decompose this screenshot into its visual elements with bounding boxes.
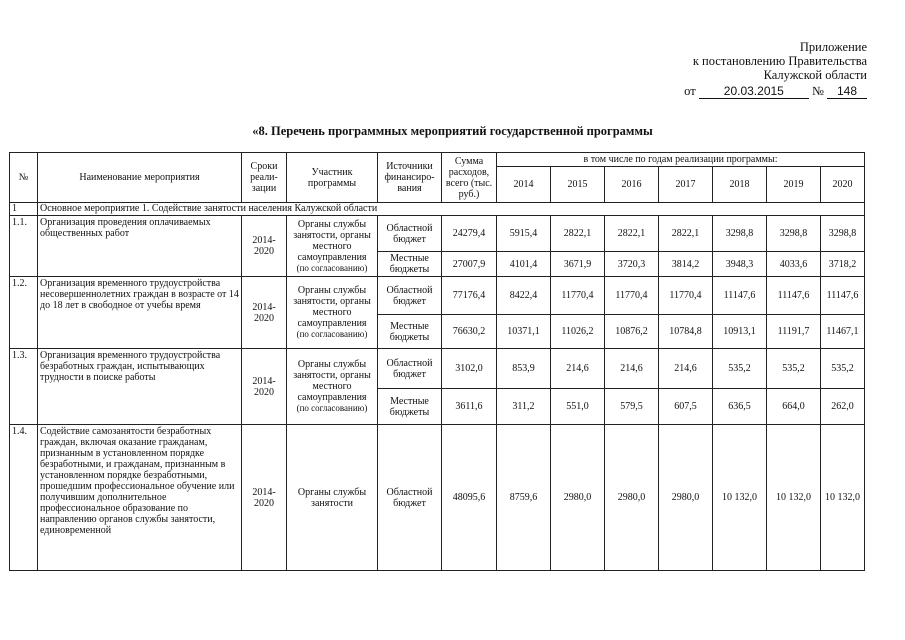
row-year-value: 11147,6 <box>767 277 821 315</box>
row-sum: 3611,6 <box>442 389 497 425</box>
row-year-value: 262,0 <box>821 389 865 425</box>
header-term: Сроки реали-зации <box>242 153 287 203</box>
row-participant <box>287 216 378 277</box>
row-term: 2014-2020 <box>242 425 287 571</box>
row-year-value: 551,0 <box>551 389 605 425</box>
row-year-value: 3298,8 <box>713 216 767 252</box>
header-name: Наименование мероприятия <box>38 153 242 203</box>
row-year-value: 535,2 <box>713 349 767 389</box>
row-year-value: 535,2 <box>821 349 865 389</box>
row-year-value: 3718,2 <box>821 252 865 277</box>
row-year-value: 2822,1 <box>551 216 605 252</box>
row-year-value: 214,6 <box>659 349 713 389</box>
row-year-value: 11147,6 <box>713 277 767 315</box>
row-year-value: 3298,8 <box>767 216 821 252</box>
table-row <box>10 277 865 315</box>
row-year-value: 214,6 <box>605 349 659 389</box>
section-title: Основное мероприятие 1. Содействие занятости населения Калужской области <box>38 203 865 216</box>
appendix-line3: Калужской области <box>763 68 867 82</box>
row-sum: 27007,9 <box>442 252 497 277</box>
table-row <box>10 349 865 389</box>
number-prefix: № <box>811 84 824 98</box>
row-year-value: 11026,2 <box>551 315 605 349</box>
participant-text: Органы службы занятости, органы местного самоуправления <box>293 359 371 403</box>
appendix-number: 148 <box>827 85 867 99</box>
program-table <box>9 152 865 571</box>
row-year-value: 5915,4 <box>497 216 551 252</box>
row-sum: 24279,4 <box>442 216 497 252</box>
row-num: 1.4. <box>10 425 38 571</box>
appendix-block <box>684 40 867 99</box>
row-year-value: 607,5 <box>659 389 713 425</box>
row-year-value: 10 132,0 <box>821 425 865 571</box>
row-year-value: 664,0 <box>767 389 821 425</box>
date-prefix: от <box>684 84 696 98</box>
row-name: Организация временного трудоустройства безработных граждан, испытывающих трудности в поиске работы <box>38 349 242 425</box>
row-year-value: 11467,1 <box>821 315 865 349</box>
header-year: 2016 <box>605 167 659 203</box>
row-year-value: 10371,1 <box>497 315 551 349</box>
header-year: 2015 <box>551 167 605 203</box>
row-sum: 76630,2 <box>442 315 497 349</box>
row-participant <box>287 277 378 349</box>
row-sum: 48095,6 <box>442 425 497 571</box>
page-title: «8. Перечень программных мероприятий государственной программы <box>252 124 653 138</box>
appendix-line2: к постановлению Правительства <box>692 54 867 68</box>
header-year: 2020 <box>821 167 865 203</box>
row-year-value: 214,6 <box>551 349 605 389</box>
row-year-value: 8759,6 <box>497 425 551 571</box>
row-year-value: 2980,0 <box>659 425 713 571</box>
section-num: 1 <box>10 203 38 216</box>
participant-text: Органы службы занятости, органы местного самоуправления <box>293 285 371 329</box>
row-year-value: 11147,6 <box>821 277 865 315</box>
row-year-value: 11770,4 <box>659 277 713 315</box>
row-year-value: 3720,3 <box>605 252 659 277</box>
header-year: 2014 <box>497 167 551 203</box>
participant-note: (по согласованию) <box>296 329 368 339</box>
row-year-value: 10784,8 <box>659 315 713 349</box>
row-term: 2014-2020 <box>242 277 287 349</box>
row-year-value: 311,2 <box>497 389 551 425</box>
appendix-date-line <box>684 84 867 99</box>
row-num: 1.3. <box>10 349 38 425</box>
row-year-value: 3298,8 <box>821 216 865 252</box>
row-term: 2014-2020 <box>242 349 287 425</box>
row-source: Местные бюджеты <box>378 389 442 425</box>
header-year: 2017 <box>659 167 713 203</box>
row-name: Организация временного трудоустройства несовершеннолетних граждан в возрасте от 14 до 18 лет в свободное от учебы время <box>38 277 242 349</box>
row-source: Областной бюджет <box>378 216 442 252</box>
row-year-value: 3814,2 <box>659 252 713 277</box>
row-year-value: 11191,7 <box>767 315 821 349</box>
row-source: Местные бюджеты <box>378 315 442 349</box>
header-year: 2018 <box>713 167 767 203</box>
row-year-value: 2822,1 <box>659 216 713 252</box>
row-num: 1.1. <box>10 216 38 277</box>
table-row <box>10 425 865 571</box>
header-by-years: в том числе по годам реализации программы: <box>497 153 865 167</box>
row-year-value: 3671,9 <box>551 252 605 277</box>
row-num: 1.2. <box>10 277 38 349</box>
row-sum: 77176,4 <box>442 277 497 315</box>
row-year-value: 11770,4 <box>551 277 605 315</box>
header-num: № <box>10 153 38 203</box>
participant-text: Органы службы занятости, органы местного самоуправления <box>293 218 371 263</box>
row-year-value: 636,5 <box>713 389 767 425</box>
header-participant: Участник программы <box>287 153 378 203</box>
participant-note: (по согласованию) <box>296 262 368 273</box>
row-year-value: 11770,4 <box>605 277 659 315</box>
row-year-value: 4101,4 <box>497 252 551 277</box>
row-year-value: 10876,2 <box>605 315 659 349</box>
row-term: 2014-2020 <box>242 216 287 277</box>
row-sum: 3102,0 <box>442 349 497 389</box>
section-row <box>10 203 865 216</box>
row-year-value: 10913,1 <box>713 315 767 349</box>
row-year-value: 2822,1 <box>605 216 659 252</box>
row-source: Областной бюджет <box>378 277 442 315</box>
row-name: Организация проведения оплачиваемых общественных работ <box>38 216 242 277</box>
row-year-value: 2980,0 <box>605 425 659 571</box>
appendix-line1: Приложение <box>799 40 867 54</box>
header-source: Источники финансиро-вания <box>378 153 442 203</box>
row-year-value: 579,5 <box>605 389 659 425</box>
row-source: Областной бюджет <box>378 349 442 389</box>
header-year: 2019 <box>767 167 821 203</box>
row-year-value: 2980,0 <box>551 425 605 571</box>
row-year-value: 535,2 <box>767 349 821 389</box>
row-source: Областной бюджет <box>378 425 442 571</box>
row-year-value: 8422,4 <box>497 277 551 315</box>
row-year-value: 3948,3 <box>713 252 767 277</box>
row-name: Содействие самозанятости безработных граждан, включая оказание гражданам, признанным в установленном порядке безработными, и гражданам, признанным в установленном порядке безработными, прошедшим профессиональное обучение или получившим дополнительное профессиональное образование по направлению органов службы занятости, единовременной <box>38 425 242 571</box>
row-year-value: 853,9 <box>497 349 551 389</box>
row-year-value: 10 132,0 <box>767 425 821 571</box>
row-year-value: 4033,6 <box>767 252 821 277</box>
header-sum: Сумма расходов, всего (тыс. руб.) <box>442 153 497 203</box>
table-row <box>10 216 865 252</box>
participant-note: (по согласованию) <box>296 403 368 413</box>
row-participant <box>287 349 378 425</box>
row-source: Местные бюджеты <box>378 252 442 277</box>
row-participant: Органы службы занятости <box>287 425 378 571</box>
row-year-value: 10 132,0 <box>713 425 767 571</box>
appendix-date: 20.03.2015 <box>699 85 809 99</box>
